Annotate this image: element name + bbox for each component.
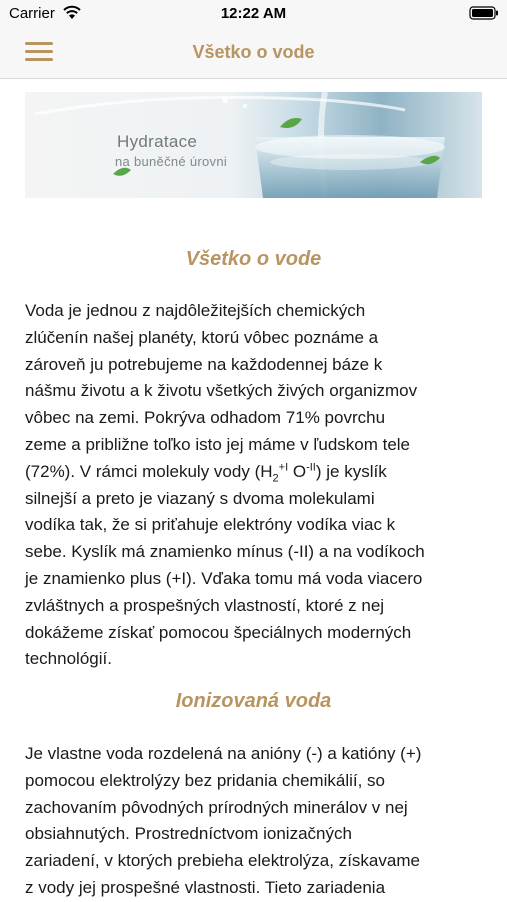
paragraph-line: je znamienko plus (+I). Vďaka tomu má voda viacero xyxy=(25,568,423,588)
banner-subtitle: na buněčné úrovni xyxy=(115,154,228,169)
page-title: Všetko o vode xyxy=(192,42,315,62)
formula-superscript: -II xyxy=(306,461,316,474)
paragraph-line: zvláštnych a prospešných vlastností, ktoré z nej xyxy=(25,595,385,615)
navigation-bar xyxy=(0,28,507,79)
paragraph-line: vôbec na zemi. Pokrýva odhadom 71% povrchu xyxy=(25,408,386,428)
paragraph-line: Je vlastne voda rozdelená na anióny (-) a katióny (+) xyxy=(25,744,422,763)
paragraph-line: zároveň ju potrebujeme na každodennej báze k xyxy=(25,354,383,374)
hydration-banner-image xyxy=(25,92,482,198)
carrier-label: Carrier xyxy=(9,5,55,22)
formula-text: ) je kyslík xyxy=(315,461,387,481)
paragraph-line: vodíka tak, že si priťahuje elektróny vodíka viac k xyxy=(25,515,396,535)
section-paragraph-water xyxy=(25,298,489,673)
paragraph-line: zachovaním pôvodných prírodných minerálov v nej xyxy=(25,797,408,817)
paragraph-line: z vody jej prospešné vlastnosti. Tieto zariadenia xyxy=(25,877,386,897)
paragraph-line: zariadení, v ktorých prebieha elektrolýza, získavame xyxy=(25,851,420,871)
status-bar xyxy=(0,0,507,28)
paragraph-line: Voda je jednou z najdôležitejších chemických xyxy=(25,301,366,320)
water-glass-illustration xyxy=(25,92,482,198)
formula-text: O xyxy=(288,461,307,481)
banner-title: Hydratace xyxy=(117,132,198,151)
paragraph-line: technológií. xyxy=(25,649,112,669)
paragraph-line: dokážeme získať pomocou špeciálnych moderných xyxy=(25,622,412,642)
paragraph-line: sebe. Kyslík má znamienko mínus (-II) a na vodíkoch xyxy=(25,542,425,562)
formula-subscript: 2 xyxy=(272,472,279,485)
status-time: 12:22 AM xyxy=(220,5,287,22)
paragraph-line: silnejší a preto je viazaný s dvoma molekulami xyxy=(25,488,375,508)
paragraph-line: pomocou elektrolýzy bez pridania chemikálií, so xyxy=(25,770,386,790)
battery-icon xyxy=(469,6,499,20)
paragraph-line: obsiahnutých. Prostredníctvom ionizačných xyxy=(25,824,352,844)
formula-text: (72%). V rámci molekuly vody (H xyxy=(25,461,273,481)
formula-superscript: +I xyxy=(278,461,289,474)
paragraph-line: zlúčenín našej planéty, ktorú vôbec poznáme a xyxy=(25,327,379,347)
paragraph-line: zeme a približne toľko isto jej máme v ľudskom tele xyxy=(25,434,411,454)
paragraph-line: nášmu životu a k životu všetkých živých organizmov xyxy=(25,381,418,401)
section-heading-ionized-water: Ionizovaná voda xyxy=(175,690,332,712)
section-heading-water: Všetko o vode xyxy=(185,248,322,270)
formula-line xyxy=(25,459,489,486)
section-paragraph-ionized-water xyxy=(25,741,489,902)
